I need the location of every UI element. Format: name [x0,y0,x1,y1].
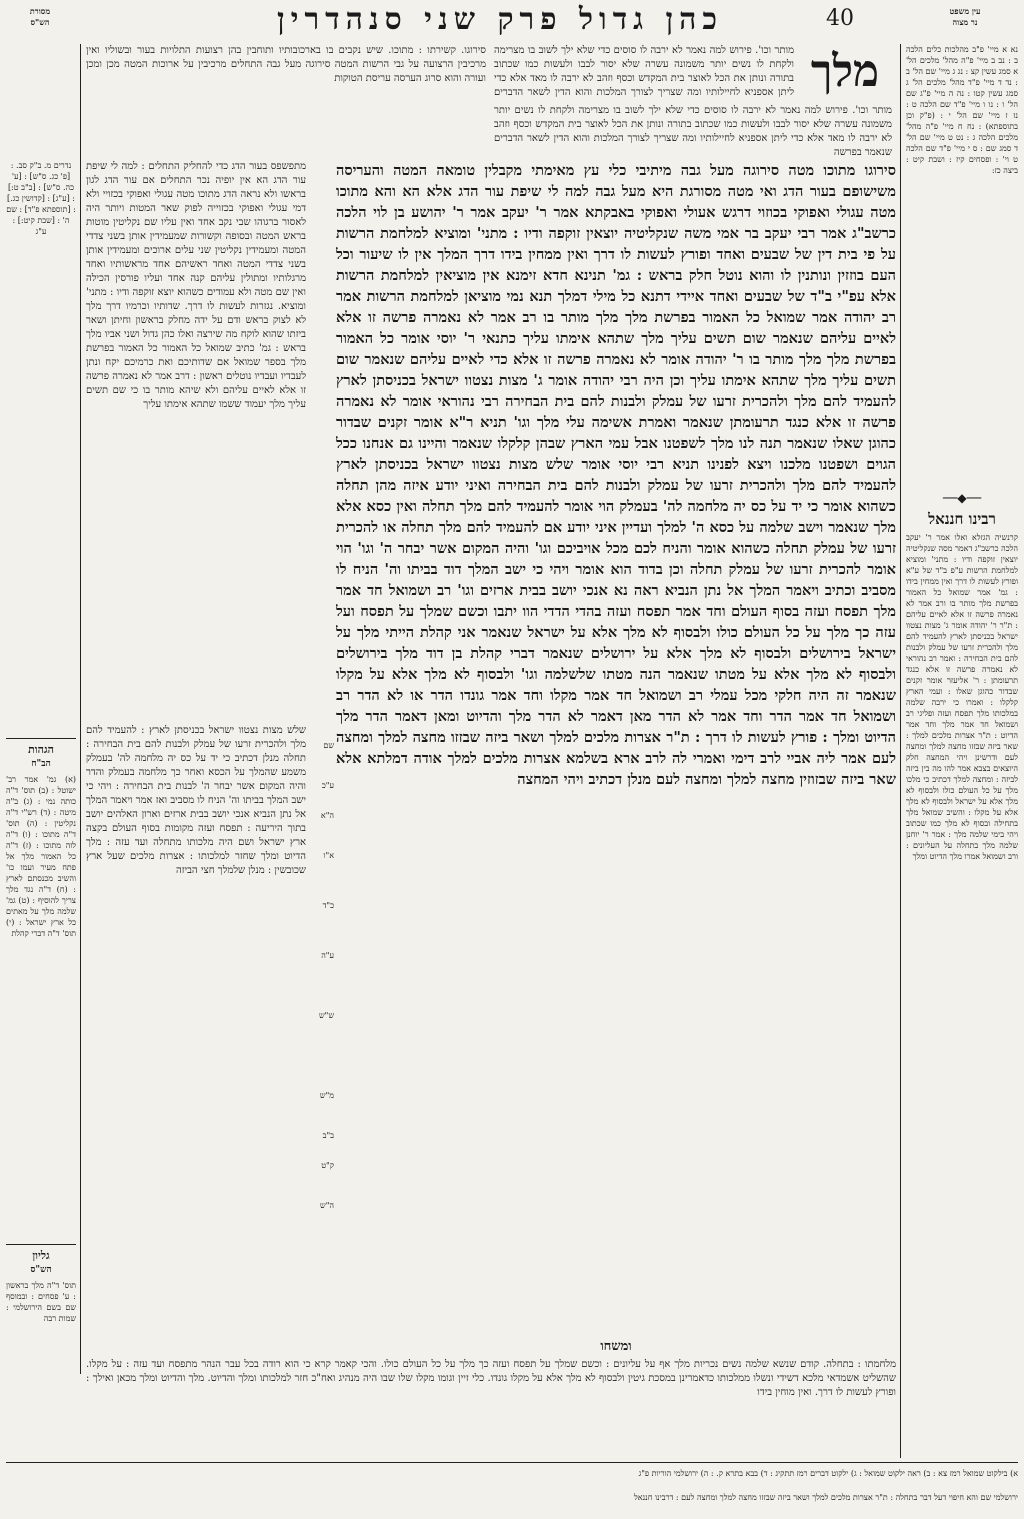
margin-ref: ק"ט [321,1161,334,1170]
hagahot-top-rule [6,738,76,739]
margin-ref: ב"ב [322,1131,334,1140]
gilyon-subtitle: הש"ס [30,1265,52,1275]
footnote-rule [6,1462,1018,1463]
footnote-line-1: א) בילקוט שמואל רמז צא : ב) ראה ילקוט שמואל : ג) ילקוט דברים רמז תתקיג : ד) בבא בתרא ק. : ה) ירושלמי הוריות פ"ג [638,1469,1018,1478]
right-margin-divider [900,44,901,1458]
masoret-hashas: נדרים מ. ב"ק סב. : [פ' כג. ס"ש] : [ע' כה. ס"ש] : [ב"ב ט:] : [ע"ג] : [קדושין כג.] : [תוספתא פ"ד] : שם ה' : [שבת קיט:] : ע"ג [6,161,76,236]
page-number: 40 [826,6,854,31]
ein-mishpat: נא א מיי' פ"ב מהלכות כלים הלכה ב : נב ב מיי' פ"ה מהל' מלכים הל' א סמג עשין קצ : נג ג מיי' שם הל' ב : נד ד מיי' פ"ד מהל' מלכים הל' ג סמג עשין קטו : נה ה מיי' פ"ג שם הל' ו : נו ו מיי' פ"ד שם הלכה ט : נז ז מיי' שם הל' י : (פ"ק וכן בתוספתא) : נח ח מיי' פ"ה מהל' מלכים הלכה ג : נט ט מיי' שם הל' ד סמג שם : ס י מיי' פ"ד שם הלכה ט וי' : ופסחים קיז : ושבת קיט : ביצה כז: [906,45,1018,175]
left-margin-label [10,6,70,28]
rabbenu-chananel-title: רבינו חננאל [928,510,996,528]
margin-ref: ע"ה [321,951,334,960]
gemara-main-text: סירוגו מתוכו מטה סירוגה מעל גבה מיתיבי כלי עץ מאימתי מקבלין טומאה המטה והעריסה משישופם בעור הדג ואי מטה מסורגת היא מעל גבה למה לי שיפת עור הדג אלא הא והא מתוכו מטה עגולי ואפוקי בכוזוי דרגש אעולי ואפוקי באבקתא אמר ר' יעקב אמר ר' יהושע בן לוי הלכה כרשב"ג אמר רבי יעקב בר אמי משה שנקליטיה יוצאין זוקפה ודיו : מתני' ומוציא למלחמת הרשות על פי בית דין של שבעים ואחד ופורץ לעשות לו דרך ואין ממחין בידו דרך המלך אין לו שיעור וכל העם בוזזין ונותנין לו והוא נוטל חלק בראש : גמ' תנינא חדא זימנא אין מוציאין למלחמת הרשות אלא עפ"י ב"ד של שבעים ואחד איידי דתנא כל מילי דמלך תנא נמי מוציאן למלחמת הרשות אמר רב יהודה אמר שמואל כל האמור בפרשת מלך מלך מותר בו רב אמר לא נאמרה פרשה זו אלא לאיים עליהם שנאמר שום תשים עליך מלך שתהא אימתו עליך כתנאי ר' יוסי אומר כל האמור בפרשת מלך מלך מותר בו ר' יהודה אומר לא נאמרה פרשה זו אלא כדי לאיים עליהם שנאמר שום תשים עליך מלך שתהא אימתו עליך וכן היה רבי יהודה אומר ג' מצות נצטוו ישראל בכניסתן לארץ להעמיד להם מלך ולהכרית זרעו של עמלק ולבנות להם בית הבחירה רבי נהוראי אומר לא נאמרה פרשה זו אלא כנגד תרעומתן שנאמר ואמרת אשימה עלי מלך וגו' תניא ר"א אומר זקנים שבדור כהוגן שאלו שנאמר תנה לנו מלך לשפטנו אבל עמי הארץ שבהן קלקלו שנאמר והיינו גם אנחנו ככל הגוים ושפטנו מלכנו ויצא לפנינו תניא רבי יוסי אומר שלש מצות נצטוו ישראל בכניסתן לארץ להעמיד להם מלך ולהכרית זרעו של עמלק ולבנות להם בית הבחירה ואיני יודע איזה מהן תחלה כשהוא אומר כי יד על כס יה מלחמה לה' בעמלק הוי אומר להעמיד להם מלך תחלה ואין כסא אלא מלך שנאמר וישב שלמה על כסא ה' למלך ועדיין איני יודע אם להעמיד להם מלך תחלה או להכרית זרעו של עמלק תחלה כשהוא אומר והניח לכם מכל אויביכם וגו' והיה המקום אשר יבחר ה' וגו' הוי אומר להכרית זרעו של עמלק תחלה וכן בדוד הוא אומר ויהי כי ישב המלך דוד בביתו וה' הניח לו מסביב וכתיב ויאמר המלך אל נתן הנביא ראה נא אנכי יושב בבית ארזים וגו' רב ושמואל חד אמר מלך תפסח ועזה בסוף העולם וחד אמר תפסח ועזה בהדי הדדי הוו יתבו וכשם שמלך על תפסח ועל עזה כך מלך על כל העולם כולו ולבסוף לא מלך אלא על ישראל שנאמר אני קהלת הייתי מלך על ישראל בירושלים ולבסוף לא מלך אלא על ירושלים שנאמר דברי קהלת בן דוד מלך בירושלים ולבסוף לא מלך אלא על מטתו שנאמר הנה מטתו שלשלמה וגו' ולבסוף לא מלך אלא על מקלו שנאמר זה היה חלקי מכל עמלי רב ושמואל חד אמר מקלו וחד אמר גונדו הדר או לא הדר רב ושמואל חד אמר הדר וחד אמר לא הדר מאן דאמר לא הדר מלך והדיוט ומאן דאמר הדר מלך הדיוט ומלך : פורץ לעשות לו דרך : ת"ר אצרות מלכים למלך ושאר ביזה שבזזו מחצה למלך ומחצה לעם אמר ליה אביי לרב דימי ואמרי לה לרב ארא בשלמא אצרות מלכים למלך אודה דמלתא אלא שאר ביזה שבזוזין מחצה למלך ומחצה לעם מנלן דכתיב ויהי המחצה [336,162,896,788]
catchword: ומשחו [600,1339,632,1354]
rashi-top-inline [494,44,794,100]
left-margin-label-line1: מסורת [29,6,51,16]
margin-ref: מ"ש [319,1091,334,1100]
opening-word: מלך [810,46,880,97]
left-margin-divider [80,44,81,1374]
gilyon-top-rule [6,1244,76,1245]
page-title: כהן גדול פרק שני סנהדרין [276,2,724,37]
hagahot-text: (א) גמ' אמר רב' ישוטל : (ב) תוס' ד"ה כותה נמי : (ג) ב"ה מיטה : (ד) רש"י ד"ה נקליטין : (ה) תוס' ד"ה מתוכו : (ו) ד"ה לוה מתוכו : (ז) ד"ה כל האמור מלך אל פתח מעיר ועמו כו' והשיב מכנסתם לארץ : (ח) ד"ה נגד מלך צריך להוסיף : (ט) גמ' שלמה מלך על מאתים כל ארץ ישראל : (י) תוס' ד"ה דברי קהלת [6,775,76,938]
gilyon-title: גליון [32,1249,50,1262]
ornament-icon: ──◆── [942,491,982,505]
right-margin-label-line1: עין משפט [949,6,981,16]
rashi-top: מותר וכו'. פירוש למה נאמר לא ירבה לו סוסים כדי שלא ילך לשוב בו מצרימה ולקחת לו נשים יותר משמונה עשרה שלא יסור לבבו ולעשות כמו שכתוב בתורה ונותן את הכל לאוצר בית המקדש וכסף וזהב לא ירבה לו מאד אלא כדי ליתן אספניא לחיילותיו ומה שצריך לצורך המלכות והוא הדין לשאר הדברים שנאמר בפרשה [494,105,892,158]
margin-ref: ע"כ [321,781,334,790]
commentary-left: מתפשפס בעור הדג כדי להחליק התחלים : למה לי שיפת עור הדג הא אין יופיה נכר התחלים אם עור הדג לגון בראשו ולא נראה הדג מתוכו מטה עגולי ואפוקי בכזויי ולא דמי עגולי ואפוקי בכזוייה לפוק שאר המטות ויותר היה לאסור ברגוהו שבי נקב אחד ואין עליו שם נקליטין מוטות בראש המטה ובסופה וקשורות שמעמידין אותן בשני צדדי המטה ומעמידין נקליטין שני עלים ארוכים ומעמידין אותן בשני צדדי המטה ואחד ראשיהם אחד מראשותיו ואחד מרגלותיו ומתולין עליהם קנה אחד ועליו פורסין הכילה ואין שם מטה ולא עמודים כשהוא יוצא זוקפה ודיו : מתני' ומוציא. נגזרות לעשות לו דרך. שדותיו וכרמיו דרך מלך לא לצוק בראש ודם על ידה מחלק בראשון וחיתן ושאר ביזתו שהוא לוקח מה שירצה ואלו כהן גדול ושני אביו מלך בראש : גמ' כתיב שמואל כל האמור כל האמור בפרשת מלך בספר שמואל אם שדותיכם ואת כרמיכם יקח ונתן לעבדיו ועבדיו נוטלים ראשון : דרב אמר לא נאמרה פרשה זו אלא לאיים עליהם ולא שיהא מותר בו כי שם תשים עליך מלך יעמוד ששמו שתהא אימתו עליך [86,161,306,410]
ornament-divider [906,490,1018,506]
commentary-left-lower: שלש מצות נצטוו ישראל בכניסתן לארץ : להעמיד להם מלך ולהכרית זרעו של עמלק ולבנות להם בית הבחירה : תחלה מנלן דכתיב כי יד על כס יה מלחמה לה' בעמלק משמע שהמלך על הכסא ואחר כך מלחמה בעמלק והדר והיה המקום אשר יבחר ה' לבנות בית הבחירה : ויהי כי ישב המלך בביתו וה' הניח לו מסביב ואז אמר ויאמר המלך אל נתן הנביא אנכי יושב בבית ארזים וארון האלהים יושב בתוך היריעה : תפסח ועזה מקומות בסוף העולם בקצה ארץ ישראל ושם היה מלכותו מתחלה ועד עזה : מלך הדיוט ומלך שחזר למלכותו : אצרות מלכים שעל ארץ שכובשין : מנלן שלמלך חצי הביזה [86,725,306,876]
footnote-line-2: ירושלמי שם והא חיפוי דעל דבר בתחלה : ת"ר אצרות מלכים למלך ושאר ביזה שבזזו מחצה למלך ומחצה לעם : דרבינו חננאל [633,1493,1018,1502]
hagahot-title: הגהות [28,743,54,756]
tosafot-top: סירוגו. קשירתו : מתוכו. שיש נקבים בו בארכובותיו ותוחבין בהן רצועות התלויות בעור ובשוליו ואין מרכיבין הרצועה על גבי הרשות המטה סירוגה מעל גבה התחלים מרכיבין על ארוכות המטה מכן ומכן ועורה והוא סרוג הערסה עריסת הטוקות [86,45,486,84]
rabbenu-chananel-text: קרנשיה הגזלא ואלו אמר ר' יעקב הלכה כרשב"ג דאמר מסה שנקליטיה יוצאין זוקפה ודיו : מתני' ומוציא למלחמת הרשות ע"פ ב"ד של ע"א ופורץ לעשות לו דרך ואין ממחין בידו : גמ' אמר שמואל כל האמור בפרשת מלך מותר בו ורב אמר לא נאמרה פרשה זו אלא לאיים עליהם : ת"ר ר' יהודה אומר ג' מצות נצטוו ישראל בכניסתן לארץ להעמיד להם מלך ולהכרית זרעו של עמלק ולבנות להם בית הבחירה : ואמר רב נהוראי לא נאמרה פרשה זו אלא כנגד תרעומתן : ר' אליעזר אומר זקנים שבדור כהוגן שאלו : ועמי הארץ קלקלו : ואמרו כי ירבה שלמה במלכותו מלך תפסח ועזה ופליגי רב ושמואל חד אמר מלך וחד אמר הדיוט : ת"ר אצרות מלכים למלך : שאר ביזה שבזזו מחצה למלך ומחצה לעם ודרשינן ויהי המחצה חלק היוצאים בצבא אמר להו מה בין ביזה לביזה : ומחצה למלך דכתיב כי מלכו מלך על כל העולם כולו ולבסוף לא מלך אלא על ישראל ולבסוף לא מלך אלא על מקלו : והשיב שמואל מלך בתחילה ובסוף לא מלך כמו שכתוב ויהי בימי שלמה מלך : אמר ר' יוחנן שלמה מלך בתחלה על העליונים : ורב ושמואל אמרו מלך הדיוט ומלך [906,533,1018,861]
margin-ref: כ"ד [322,901,334,910]
right-margin-label [920,6,1010,28]
margin-ref: ה"א [320,811,334,820]
margin-ref: א"ו [323,851,334,860]
margin-ref: ש"ש [318,1011,334,1020]
left-margin-label-line2: הש"ס [30,17,50,27]
rashi-top-inline-text: מותר וכו'. פירוש למה נאמר לא ירבה לו סוסים כדי שלא ילך לשוב בו מצרימה ולקחת לו נשים יותר משמונה עשרה שלא יסור לבבו ולעשות כמו שכתוב בתורה ונותן את הכל לאוצר בית המקדש וכסף וזהב לא ירבה לו מאד אלא כדי ליתן אספניא לחיילותיו ומה שצריך לצורך המלכות והוא הדין לשאר הדברים [494,45,794,98]
margin-ref: שם [323,741,334,750]
margin-ref: ה"ש [320,1201,334,1210]
inner-margin-refs [308,160,334,1340]
rashi-bottom: מלחמתו : בתחלה. קודם שנשא שלמה נשים נכריות מלך אף על עליונים : וכשם שמלך על תפסח ועזה כך מלך על כל העולם כולו. והכי קאמר קרא כי הוא רודה בכל עבר הנהר מתפסח ועד עזה : על מקלו. שהשליט אשמדאי מלכא דשידי ונשלו ממלכותו כדאמרינן במסכת גיטין ולבסוף לא מלך אלא על מקלו גונדו. כלי זיין וגומו מקלו שלו שבו היה מנהיג ואח"כ חזר למלכותו ומלך והדיוט. מלך והדיוט ומלך מכאן ואילך : ופורץ לעשות לו דרך. ואין מוחין בידו [86,1359,896,1398]
gilyon-text: תוס' ד"ה מלך בראשון : ע' פסחים : ובמוסף שם בשם הירושלמי : שמות רבה [6,1281,76,1323]
header [0,0,1024,40]
hagahot-subtitle: הב"ח [31,759,51,769]
right-margin-label-line2: נר מצוה [952,17,978,27]
